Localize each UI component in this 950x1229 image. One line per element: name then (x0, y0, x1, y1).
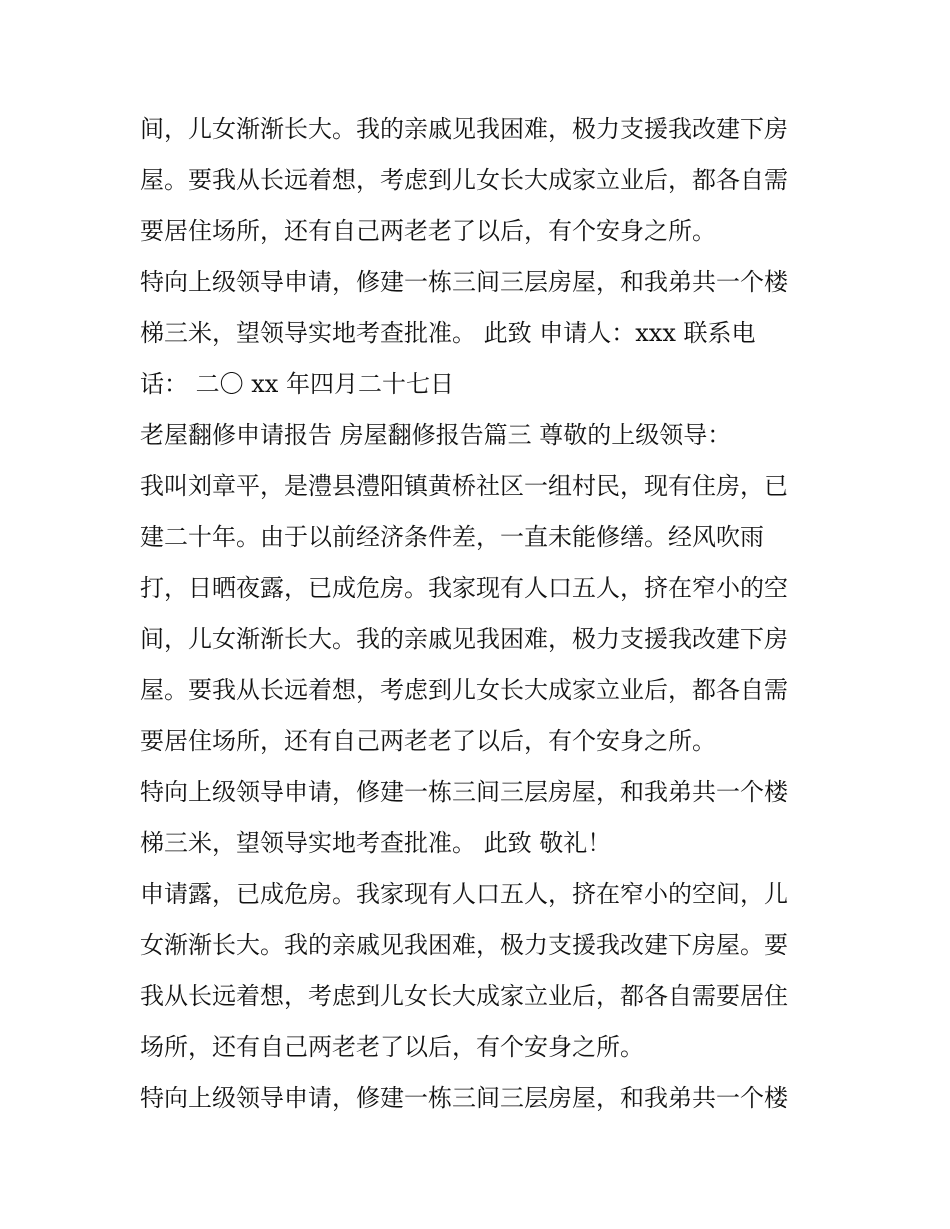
text-line: 间，儿女渐渐长大。我的亲戚见我困难，极力支援我改建下房 (140, 625, 788, 653)
text-line: 申请露，已成危房。我家现有人口五人，挤在窄小的空间，儿 (140, 880, 788, 908)
text-line: 特向上级领导申请，修建一栋三间三层房屋，和我弟共一个楼 (140, 778, 788, 806)
text-line: 建二十年。由于以前经济条件差，一直未能修缮。经风吹雨 (140, 523, 764, 551)
text-line: 话： 二〇 xx 年四月二十七日 (140, 370, 454, 398)
text-line: 打，日晒夜露，已成危房。我家现有人口五人，挤在窄小的空 (140, 574, 788, 602)
text-line: 间，儿女渐渐长大。我的亲戚见我困难，极力支援我改建下房 (140, 115, 788, 143)
text-line: 屋。要我从长远着想，考虑到儿女长大成家立业后，都各自需 (140, 676, 788, 704)
text-line: 要居住场所，还有自己两老老了以后，有个安身之所。 (140, 217, 716, 245)
text-line: 我叫刘章平，是澧县澧阳镇黄桥社区一组村民，现有住房，已 (140, 472, 788, 500)
text-line: 梯三米，望领导实地考查批准。 此致 敬礼！ (140, 829, 612, 857)
text-line: 梯三米，望领导实地考查批准。 此致 申请人：xxx 联系电 (140, 319, 756, 347)
text-line: 场所，还有自己两老老了以后，有个安身之所。 (140, 1033, 644, 1061)
text-line: 我从长远着想，考虑到儿女长大成家立业后，都各自需要居住 (140, 982, 788, 1010)
document-body (140, 104, 830, 1124)
text-line: 特向上级领导申请，修建一栋三间三层房屋，和我弟共一个楼 (140, 268, 788, 296)
text-line: 特向上级领导申请，修建一栋三间三层房屋，和我弟共一个楼 (140, 1084, 788, 1112)
text-line: 屋。要我从长远着想，考虑到儿女长大成家立业后，都各自需 (140, 166, 788, 194)
section-heading-line: 老屋翻修申请报告 房屋翻修报告篇三 尊敬的上级领导： (140, 421, 732, 449)
text-line: 女渐渐长大。我的亲戚见我困难，极力支援我改建下房屋。要 (140, 931, 788, 959)
text-line: 要居住场所，还有自己两老老了以后，有个安身之所。 (140, 727, 716, 755)
